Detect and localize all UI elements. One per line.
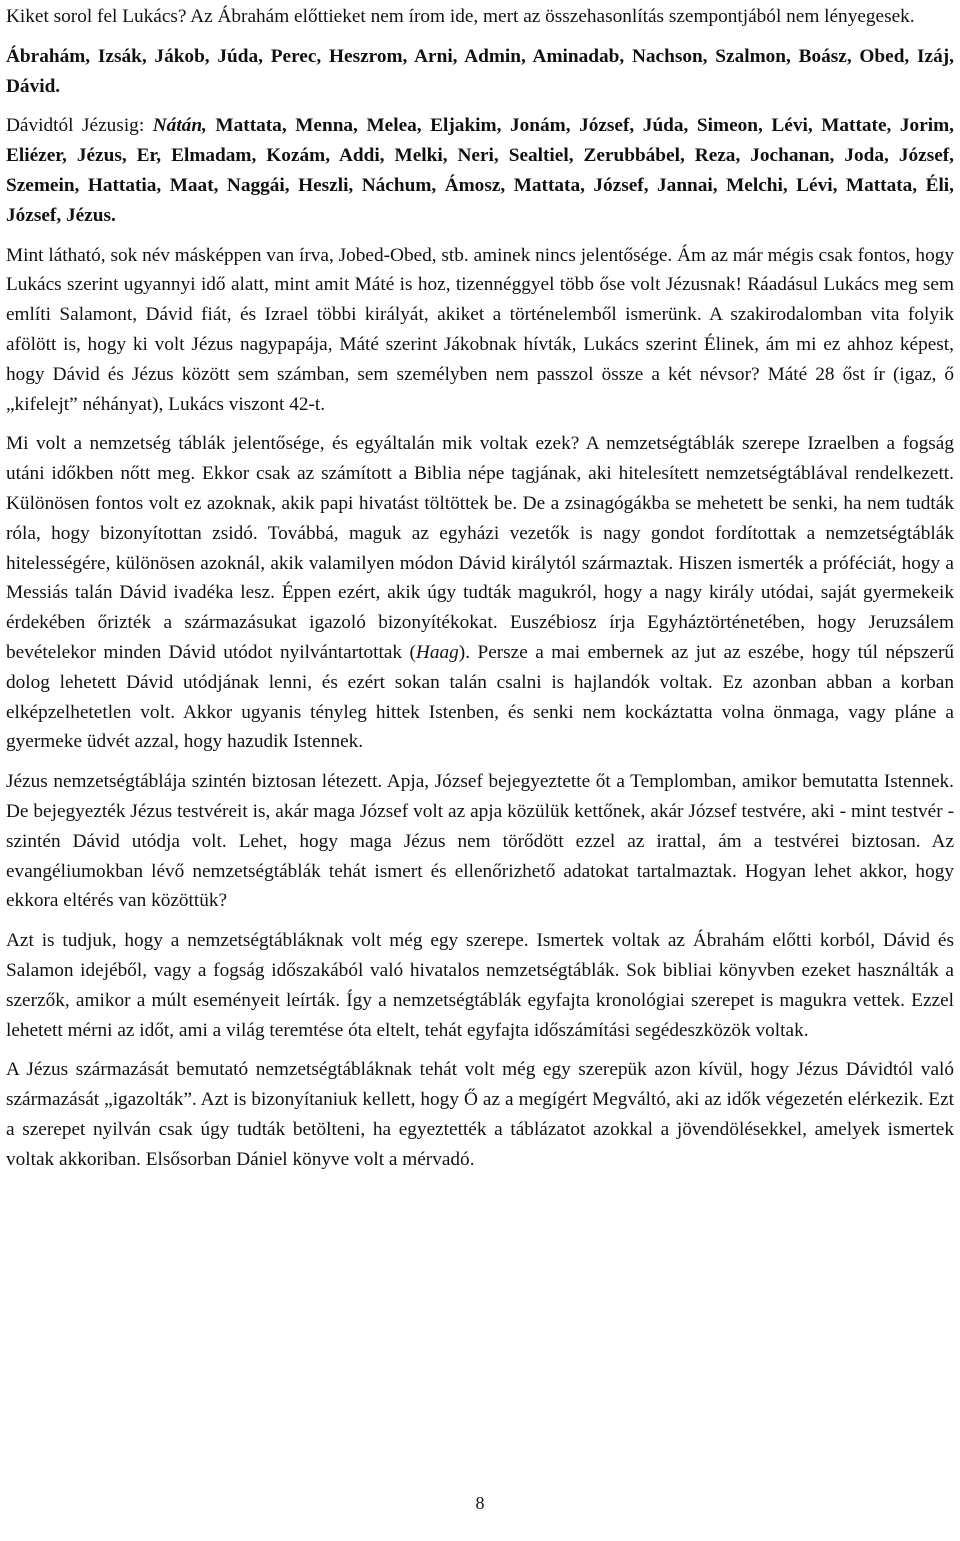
genealogy-role-text-a: Mi volt a nemzetség táblák jelentősége, és egyáltalán mik voltak ezek? A nemzetségtáblák szerepe Izraelben a fogság utáni időkben nőtt meg. Ekkor csak az számított a Biblia népe tagjának, aki hitelesített nemzetségtáblával rendelkezett. Különösen fontos volt ez azoknak, akik papi hivatást töltöttek be. De a zsinagógákba se mehetett be senki, ha nem tudták róla, hogy bizonyítottan zsidó. Továbbá, maguk az egyházi vezetők is nagy gondot fordítottak a nemzetségtáblák hitelességére, különösen azoknál, akik valamilyen módon Dávid királytól származtak. Hiszen ismerték a próféciát, hogy a Messiás talán Dávid ivadéka lesz. Éppen ezért, akik úgy tudták magukról, hogy a nagy király utódai, saját gyermekeik érdekében őrizték a származásukat igazoló bizonyítékokat. Euszébiosz írja Egyháztörténetében, hogy Jeruzsálem bevételekor minden Dávid utódot nyilvántartottak ( [6, 433, 954, 663]
paragraph-intro: Kiket sorol fel Lukács? Az Ábrahám előttieket nem írom ide, mert az összehasonlítás szempontjából nem lényegesek. [6, 6, 915, 27]
paragraph-comparison: Mint látható, sok név másképpen van írva, Jobed-Obed, stb. aminek nincs jelentősége. Ám az már mégis csak fontos, hogy Lukács szerint ugyannyi idő alatt, mint amit Máté is hoz, tizennéggyel több őse volt Jézusnak! Ráadásul Lukács meg sem említi Salamont, Dávid fiát, és Izrael többi királyát, akiket a történelemből ismerünk. A szakirodalomban vita folyik afölött is, hogy ki volt Jézus nagypapája, Máté szerint Jákobnak hívták, Lukács szerint Élinek, ám mi ez ahhoz képest, hogy Dávid és Jézus között sem számban, sem személyben nem passzol össze a két névsor? Máté 28 őst ír (igaz, ő „kifelejt” néhányat), Lukács viszont 42-t. [6, 244, 954, 415]
paragraph-david-to-jesus-list [6, 111, 954, 230]
paragraph-chronology: Azt is tudjuk, hogy a nemzetségtábláknak volt még egy szerepe. Ismertek voltak az Ábrahám előtti korból, Dávid és Salamon idejéből, vagy a fogság időszakából való hivatalos nemzetségtáblák. Sok bibliai könyvben ezeket használták a szerzők, amikor a múlt eseményeit leírták. Így a nemzetségtáblák egyfajta kronológiai szerepet is magukra vettek. Ezzel lehetett mérni az időt, ami a világ teremtése óta eltelt, tehát egyfajta időszámítási segédeszközök voltak. [6, 930, 954, 1041]
paragraph-abraham-to-david-list: Ábrahám, Izsák, Jákob, Júda, Perec, Heszrom, Arni, Admin, Aminadab, Nachson, Szalmon, Boász, Obed, Izáj, Dávid. [6, 45, 954, 97]
citation-haag: Haag [415, 641, 459, 663]
page-number: 8 [475, 1493, 485, 1513]
document-body [6, 2, 954, 1184]
david-to-jesus-label: Dávidtól Jézusig: [6, 115, 153, 137]
paragraph-messiah-proof: A Jézus származását bemutató nemzetségtábláknak tehát volt még egy szerepük azon kívül, hogy Jézus Dávidtól való származását „igazolták”. Azt is bizonyítaniuk kellett, hogy Ő az a megígért Megváltó, aki az idők végezetén elérkezik. Ezt a szerepet nyilván csak úgy tudták betölteni, ha egyeztették a táblázatot azokkal a jövendölésekkel, amelyek ismertek voltak akkoriban. Elsősorban Dániel könyve volt a mérvadó. [6, 1059, 954, 1170]
name-natan: Nátán, [152, 115, 207, 137]
david-to-jesus-names: Mattata, Menna, Melea, Eljakim, Jonám, József, Júda, Simeon, Lévi, Mattate, Jorim, Eliézer, Jézus, Er, Elmadam, Kozám, Addi, Melki, Neri, Sealtiel, Zerubbábel, Reza, Jochanan, Joda, József, Szemein, Hattatia, Maat, Naggái, Heszli, Náchum, Ámosz, Mattata, József, Jannai, Melchi, Lévi, Mattata, Éli, József, Jézus. [6, 115, 954, 226]
genealogy-role-text-b: ). Persze a mai embernek az jut az eszébe, hogy túl népszerű dolog lehetett Dávid utódjának lenni, és ezért sokan talán csalni is hajlandók voltak. Ez azonban abban a korban elképzelhetetlen volt. Akkor ugyanis tényleg hittek Istenben, és senki nem kockáztatta volna önmaga, vagy pláne a gyermeke üdvét azzal, hogy hazudik Istennek. [6, 641, 954, 753]
paragraph-genealogy-role [6, 429, 954, 757]
paragraph-jesus-genealogy: Jézus nemzetségtáblája szintén biztosan létezett. Apja, József bejegyeztette őt a Templomban, amikor bemutatta Istennek. De bejegyezték Jézus testvéreit is, akár maga József volt az apja közülük kettőnek, akár József testvére, aki - mint testvér - szintén Dávid utódja volt. Lehet, hogy maga Jézus nem törődött ezzel az irattal, ám a testvérei biztosan. Az evangéliumokban lévő nemzetségtáblák tehát ismert és ellenőrizhető adatokat tartalmaztak. Hogyan lehet akkor, hogy ekkora eltérés van közöttük? [6, 771, 954, 912]
